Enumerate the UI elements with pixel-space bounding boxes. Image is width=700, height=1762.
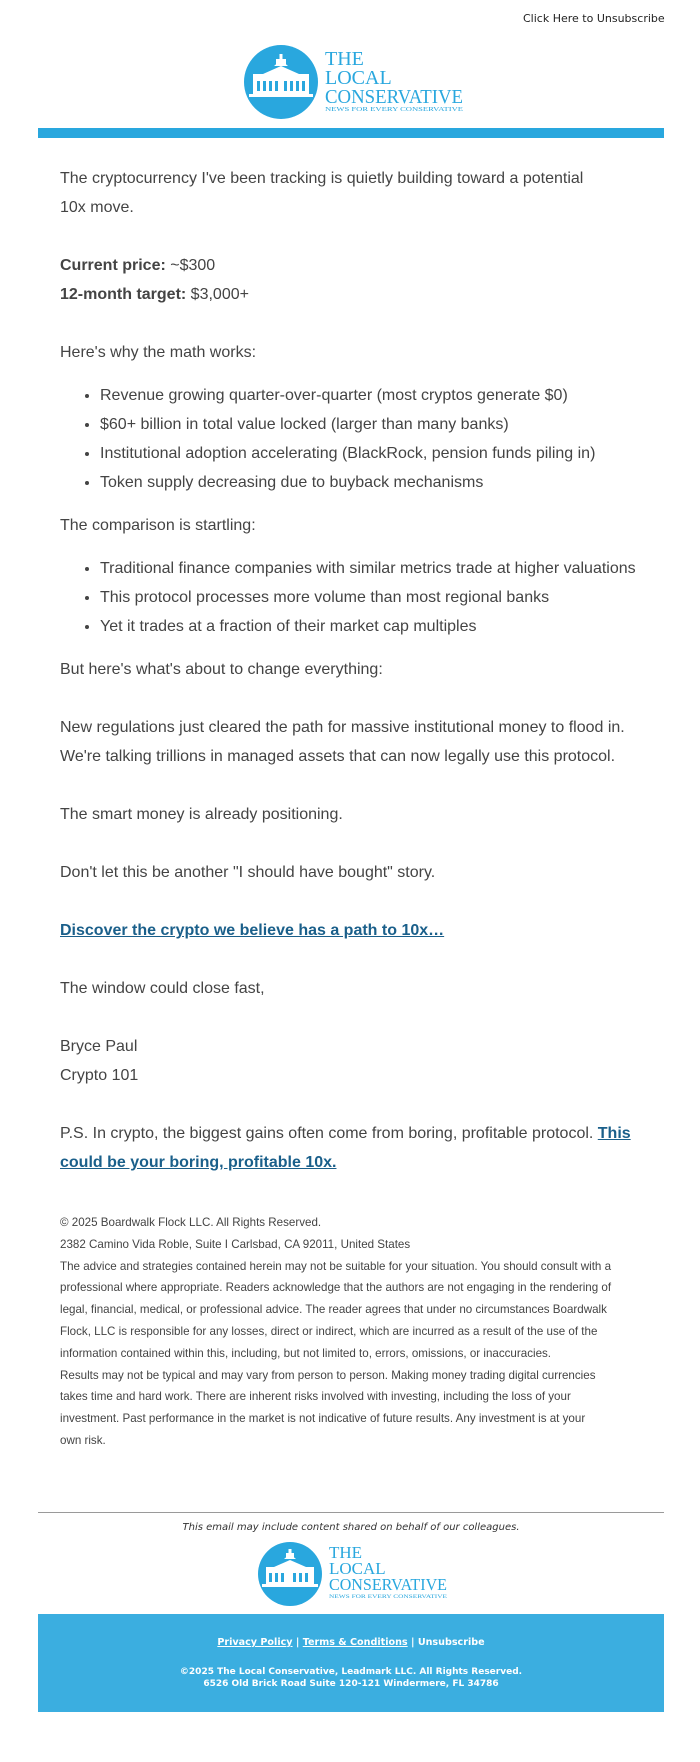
link-separator: | xyxy=(292,1637,303,1648)
svg-text:NEWS FOR EVERY CONSERVATIVE: NEWS FOR EVERY CONSERVATIVE xyxy=(329,1594,448,1600)
list-item: • Yet it trades at a fraction of their market cap multiples xyxy=(100,612,650,641)
comparison-heading: The comparison is startling: xyxy=(60,517,256,534)
discover-crypto-link[interactable]: Discover the crypto we believe has a path to 10x… xyxy=(60,922,445,939)
link-separator: | xyxy=(407,1637,418,1648)
unsubscribe-link-top[interactable]: Click Here to Unsubscribe xyxy=(523,12,665,25)
svg-text:THE: THE xyxy=(325,48,364,70)
ps-text: P.S. In crypto, the biggest gains often come from boring, profitable protocol. xyxy=(60,1125,598,1142)
target-price-row xyxy=(60,280,650,309)
footer-copyright: ©2025 The Local Conservative, Leadmark LLC. All Rights Reserved. xyxy=(179,1667,523,1677)
list-item: • Traditional finance companies with similar metrics trade at higher valuations xyxy=(100,554,650,583)
price-value: ~$300 xyxy=(165,257,216,274)
price-label: Current price: xyxy=(60,257,166,274)
footer-address: 6526 Old Brick Road Suite 120-121 Windermere, FL 34786 xyxy=(203,1679,499,1689)
intro-line-1: The cryptocurrency I've been tracking is quietly building toward a potential xyxy=(60,170,584,187)
unsubscribe-footer-text[interactable]: Unsubscribe xyxy=(417,1637,485,1648)
footer-divider xyxy=(38,1512,664,1513)
svg-text:LOCAL: LOCAL xyxy=(329,1559,386,1578)
legal-disclaimer xyxy=(60,1212,640,1452)
ps-link-line-1: This xyxy=(597,1125,631,1142)
svg-text:CONSERVATIVE: CONSERVATIVE xyxy=(329,1575,447,1594)
ps-link-line-2: could be your boring, profitable 10x. xyxy=(60,1154,337,1171)
header-divider-bar xyxy=(38,128,664,138)
current-price-row xyxy=(60,251,650,280)
list-item: • Institutional adoption accelerating (BlackRock, pension funds piling in) xyxy=(100,439,650,468)
comparison-bullet-list xyxy=(60,554,650,641)
regulations-line-1: New regulations just cleared the path for massive institutional money to flood in. xyxy=(60,719,625,736)
svg-text:CONSERVATIVE: CONSERVATIVE xyxy=(325,86,463,108)
disclaimer-line: professional where appropriate. Readers acknowledge that the authors are not engaging in the rendering of xyxy=(60,1281,612,1295)
regulations-line-2: We're talking trillions in managed assets that can now legally use this protocol. xyxy=(60,748,616,765)
privacy-policy-link[interactable]: Privacy Policy xyxy=(217,1637,293,1648)
list-item: • This protocol processes more volume than most regional banks xyxy=(100,583,650,612)
legal-address: 2382 Camino Vida Roble, Suite I Carlsbad, CA 92011, United States xyxy=(60,1237,411,1251)
disclaimer-line: information contained within this, including, but not limited to, errors, omissions, or inaccuracies. xyxy=(60,1346,552,1360)
risk-line: Results may not be typical and may vary from person to person. Making money trading digital currencies xyxy=(60,1368,596,1382)
email-body xyxy=(60,164,650,1177)
disclaimer-line: legal, financial, medical, or professional advice. The reader agrees that under no circumstances Boardwalk xyxy=(60,1303,607,1317)
math-heading: Here's why the math works: xyxy=(60,344,257,361)
colleagues-note: This email may include content shared on behalf of our colleagues. xyxy=(182,1522,520,1533)
local-conservative-logo-footer xyxy=(257,1540,452,1608)
signature-name: Bryce Paul xyxy=(60,1038,138,1055)
list-item: • Token supply decreasing due to buyback mechanisms xyxy=(100,468,650,497)
svg-text:THE: THE xyxy=(329,1543,363,1562)
footer-copyright-block xyxy=(38,1666,664,1690)
terms-link[interactable]: Terms & Conditions xyxy=(302,1637,408,1648)
intro-line-2: 10x move. xyxy=(60,199,134,216)
risk-line: investment. Past performance in the market is not indicative of future results. Any investment is at your xyxy=(60,1412,586,1426)
disclaimer-line: The advice and strategies contained herein may not be suitable for your situation. You should consult with a xyxy=(60,1259,612,1273)
window-line: The window could close fast, xyxy=(60,980,265,997)
risk-line: own risk. xyxy=(60,1433,106,1447)
local-conservative-logo xyxy=(243,44,468,122)
svg-text:NEWS FOR EVERY CONSERVATIVE: NEWS FOR EVERY CONSERVATIVE xyxy=(325,106,464,113)
change-line: But here's what's about to change everything: xyxy=(60,661,383,678)
smart-money-line: The smart money is already positioning. xyxy=(60,806,343,823)
target-value: $3,000+ xyxy=(186,286,249,303)
signature-org: Crypto 101 xyxy=(60,1067,139,1084)
svg-text:LOCAL: LOCAL xyxy=(325,67,392,89)
ps-paragraph xyxy=(60,1119,650,1177)
risk-line: takes time and hard work. There are inherent risks involved with investing, including the loss of your xyxy=(60,1390,571,1404)
target-label: 12-month target: xyxy=(60,286,187,303)
legal-copyright: © 2025 Boardwalk Flock LLC. All Rights Reserved. xyxy=(60,1216,322,1229)
footer-links xyxy=(38,1637,664,1648)
disclaimer-line: Flock, LLC is responsible for any losses, direct or indirect, which are incurred as a result of the use of the xyxy=(60,1324,598,1338)
list-item: • Revenue growing quarter-over-quarter (most cryptos generate $0) xyxy=(100,381,650,410)
dont-let-line: Don't let this be another "I should have bought" story. xyxy=(60,864,436,881)
math-bullet-list xyxy=(60,381,650,497)
list-item: • $60+ billion in total value locked (larger than many banks) xyxy=(100,410,650,439)
footer-bar xyxy=(38,1614,664,1712)
